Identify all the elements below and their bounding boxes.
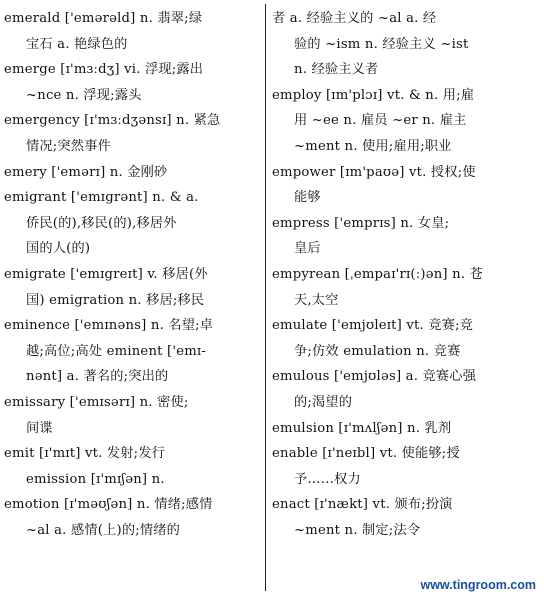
dictionary-entry bbox=[4, 185, 262, 262]
dictionary-entry bbox=[272, 6, 540, 83]
dictionary-entry bbox=[272, 416, 540, 442]
entry-continuation-line: 侨民(的),移民(的),移居外 bbox=[26, 215, 177, 231]
entry-continuation-line: ~ment n. 使用;雇用;职业 bbox=[294, 138, 452, 154]
entry-line: emulate ['emjʊleɪt] vt. 竞赛;竞 bbox=[272, 318, 474, 334]
dictionary-entry bbox=[4, 390, 262, 441]
dictionary-entry bbox=[4, 313, 262, 390]
entry-continuation-line: 情况;突然事件 bbox=[26, 138, 111, 154]
entry-line: empress ['emprɪs] n. 女皇; bbox=[272, 215, 450, 231]
entry-line: emigrate ['emɪgreɪt] v. 移居(外 bbox=[4, 266, 208, 282]
entry-continuation-line: n. 经验主义者 bbox=[294, 62, 379, 78]
dictionary-entry bbox=[272, 364, 540, 415]
entry-line: emissary ['emɪsərɪ] n. 密使; bbox=[4, 394, 189, 410]
entry-continuation-line: 间谍 bbox=[26, 420, 53, 436]
entry-line: emergency [ɪ'mɜːdʒənsɪ] n. 紧急 bbox=[4, 113, 221, 129]
dictionary-entry bbox=[4, 262, 262, 313]
entry-continuation-line: 用 ~ee n. 雇员 ~er n. 雇主 bbox=[294, 113, 467, 129]
entry-continuation-line: 争;仿效 emulation n. 竞赛 bbox=[294, 343, 461, 359]
dictionary-entry bbox=[272, 211, 540, 262]
entry-line: emit [ɪ'mɪt] vt. 发射;发行 bbox=[4, 446, 166, 462]
dictionary-entry bbox=[272, 313, 540, 364]
dictionary-entry bbox=[272, 83, 540, 160]
entry-continuation-line: 的;渴望的 bbox=[294, 394, 353, 410]
entry-continuation-line: 宝石 a. 艳绿色的 bbox=[26, 36, 128, 52]
watermark: www.tingroom.com bbox=[420, 578, 536, 592]
left-column bbox=[4, 6, 262, 543]
right-column bbox=[272, 6, 540, 543]
entry-continuation-line: nənt] a. 著名的;突出的 bbox=[26, 369, 169, 385]
column-divider bbox=[265, 4, 266, 591]
entry-line: eminence ['emɪnəns] n. 名望;卓 bbox=[4, 318, 214, 334]
entry-continuation-line: 天,太空 bbox=[294, 292, 339, 308]
entry-continuation-line: emission [ɪ'mɪʃən] n. bbox=[26, 471, 165, 487]
entry-line: emerge [ɪ'mɜːdʒ] vi. 浮现;露出 bbox=[4, 62, 204, 78]
dictionary-entry bbox=[272, 262, 540, 313]
dictionary-entry bbox=[4, 441, 262, 492]
entry-line: emulsion [ɪ'mʌlʃən] n. 乳剂 bbox=[272, 420, 452, 436]
dictionary-entry bbox=[4, 160, 262, 186]
dictionary-entry bbox=[272, 441, 540, 492]
entry-continuation-line: 能够 bbox=[294, 190, 321, 206]
entry-continuation-line: 予……权力 bbox=[294, 471, 361, 487]
entry-line: emigrant ['emɪgrənt] n. & a. bbox=[4, 190, 199, 206]
entry-line: enable [ɪ'neɪbl] vt. 使能够;授 bbox=[272, 446, 460, 462]
dictionary-entry bbox=[4, 57, 262, 108]
entry-line: emotion [ɪ'məʊʃən] n. 情绪;感情 bbox=[4, 497, 213, 513]
entry-continuation-line: 越;高位;高处 eminent ['emɪ- bbox=[26, 343, 206, 359]
dictionary-entry bbox=[4, 6, 262, 57]
entry-line: 者 a. 经验主义的 ~al a. 经 bbox=[272, 11, 437, 26]
entry-continuation-line: 国) emigration n. 移居;移民 bbox=[26, 292, 205, 308]
entry-continuation-line: ~ment n. 制定;法令 bbox=[294, 522, 421, 538]
entry-continuation-line: ~nce n. 浮现;露头 bbox=[26, 87, 142, 103]
entry-continuation-line: ~al a. 感情(上)的;情绪的 bbox=[26, 522, 181, 538]
entry-line: emery ['emərɪ] n. 金刚砂 bbox=[4, 164, 168, 180]
entry-continuation-line: 国的人(的) bbox=[26, 241, 91, 257]
entry-continuation-line: 验的 ~ism n. 经验主义 ~ist bbox=[294, 36, 469, 52]
entry-line: empower [ɪm'paʊə] vt. 授权;使 bbox=[272, 164, 476, 180]
entry-line: empyrean [ˌempaɪ'rɪ(ː)ən] n. 苍 bbox=[272, 266, 484, 282]
dictionary-entry bbox=[272, 492, 540, 543]
dictionary-entry bbox=[272, 160, 540, 211]
entry-line: emerald ['emərəld] n. 翡翠;绿 bbox=[4, 11, 203, 26]
entry-line: employ [ɪm'plɔɪ] vt. & n. 用;雇 bbox=[272, 87, 475, 103]
dictionary-entry bbox=[4, 492, 262, 543]
entry-continuation-line: 皇后 bbox=[294, 241, 321, 257]
entry-line: emulous ['emjʊləs] a. 竞赛心强 bbox=[272, 369, 477, 385]
dictionary-entry bbox=[4, 108, 262, 159]
entry-line: enact [ɪ'nækt] vt. 颁布;扮演 bbox=[272, 497, 453, 513]
